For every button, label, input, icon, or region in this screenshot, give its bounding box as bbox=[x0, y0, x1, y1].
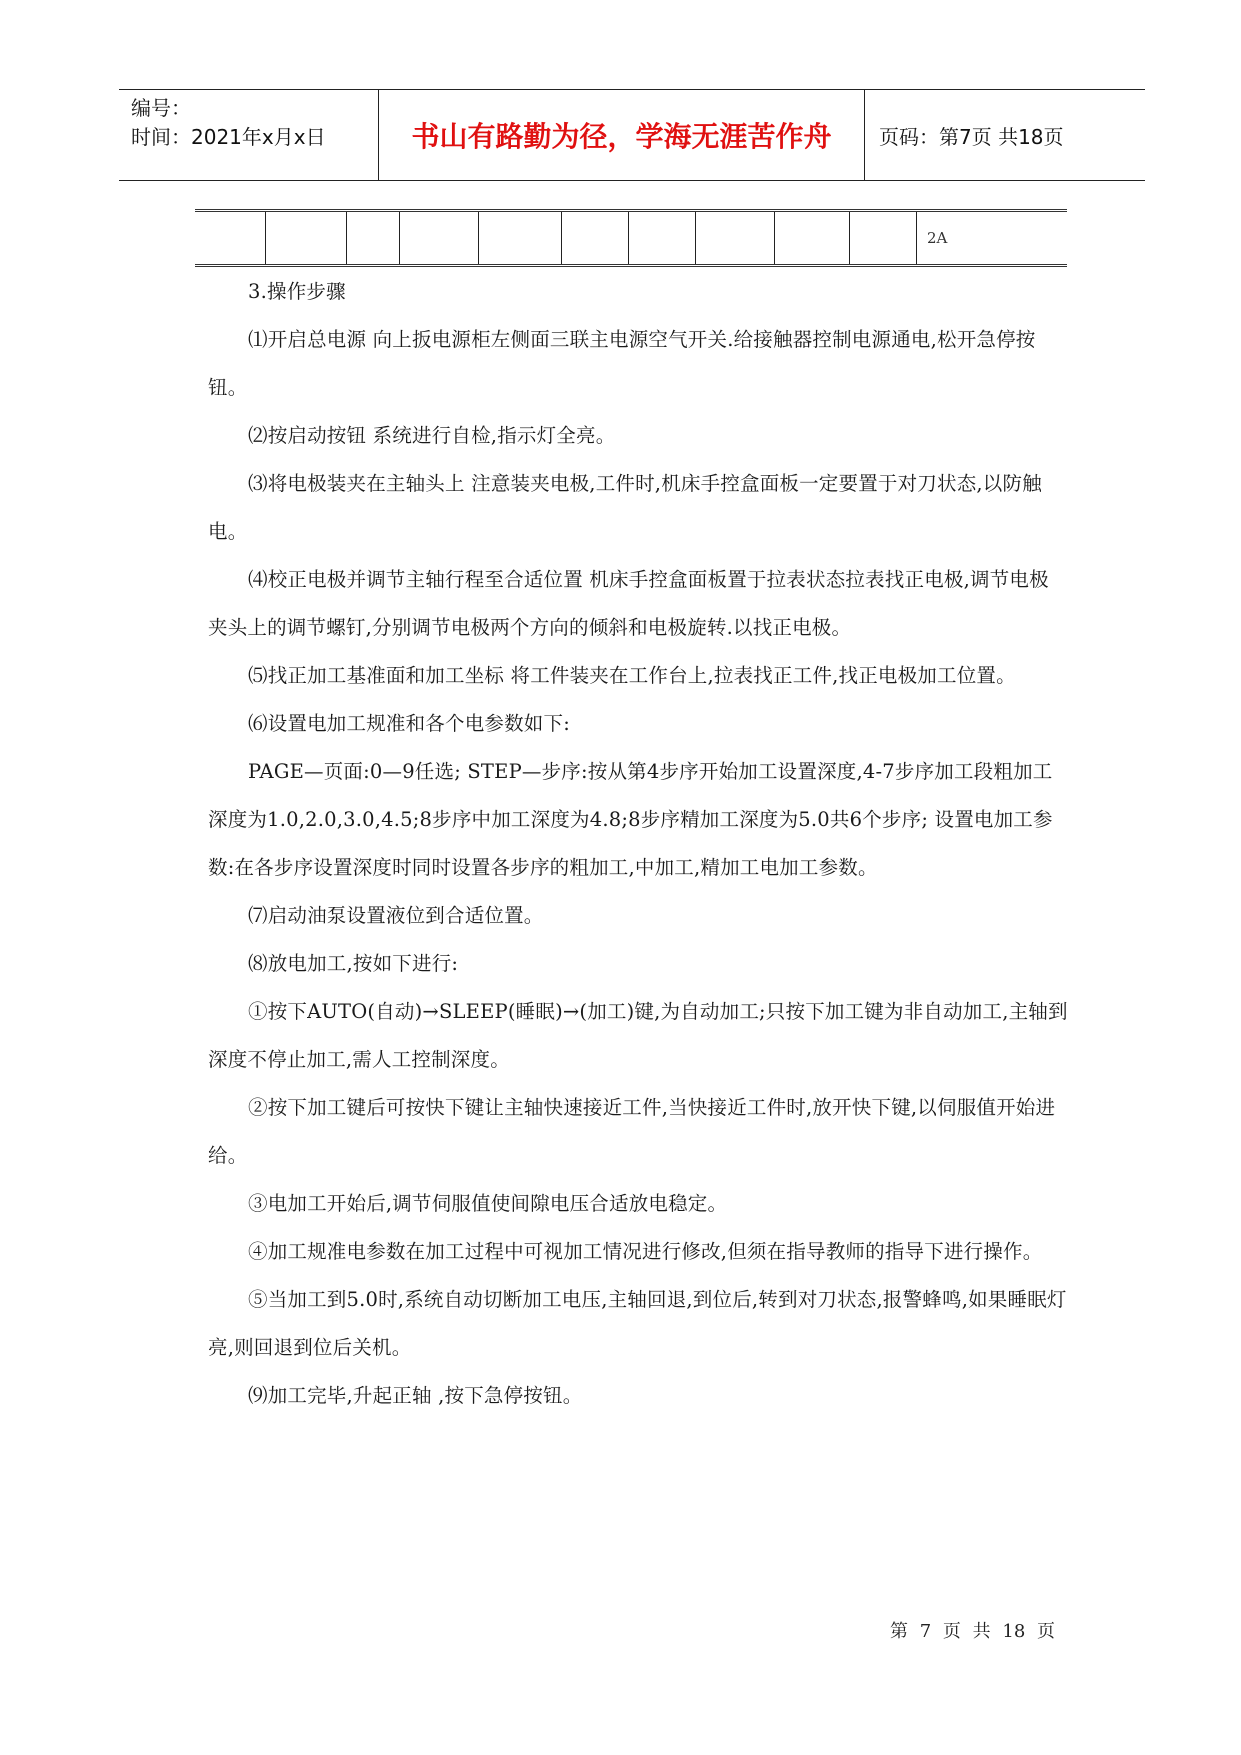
substep-paragraph: ⑤当加工到5.0时,系统自动切断加工电压,主轴回退,到位后,转到对刀状态,报警蜂鸣,如果睡眠灯亮,则回退到位后关机。 bbox=[208, 1288, 1067, 1359]
step-paragraph: ⑵按启动按钮 系统进行自检,指示灯全亮。 bbox=[248, 424, 616, 447]
table-cell bbox=[400, 211, 479, 266]
step-paragraph: ⑼加工完毕,升起正轴 ,按下急停按钮。 bbox=[248, 1384, 583, 1407]
header-motto: 书山有路勤为径，学海无涯苦作舟 bbox=[379, 90, 865, 180]
header-page-info: 页码：第7页 共18页 bbox=[879, 124, 1064, 149]
step-paragraph: ⑸找正加工基准面和加工坐标 将工件装夹在工作台上,拉表找正工件,找正电极加工位置。 bbox=[248, 664, 1016, 687]
table-cell bbox=[347, 211, 400, 266]
header-meta bbox=[119, 90, 379, 180]
document-date: 时间：2021年x月x日 bbox=[131, 125, 326, 149]
substep-paragraph: ②按下加工键后可按快下键让主轴快速接近工件,当快接近工件时,放开快下键,以伺服值开始进给。 bbox=[208, 1096, 1056, 1167]
substep-paragraph: ③电加工开始后,调节伺服值使间隙电压合适放电稳定。 bbox=[248, 1192, 728, 1215]
table-cell bbox=[479, 211, 562, 266]
substep-paragraph: ④加工规准电参数在加工过程中可视加工情况进行修改,但须在指导教师的指导下进行操作。 bbox=[248, 1240, 1043, 1263]
document-body bbox=[208, 268, 1068, 1420]
step-paragraph: ⑹设置电加工规准和各个电参数如下: bbox=[248, 712, 570, 735]
table-cell bbox=[266, 211, 347, 266]
substep-paragraph: ①按下AUTO(自动)→SLEEP(睡眠)→(加工)键,为自动加工;只按下加工键为非自动加工,主轴到深度不停止加工,需人工控制深度。 bbox=[208, 1000, 1068, 1071]
document-number-label: 编号： bbox=[131, 96, 191, 120]
page-footer: 第 7 页 共 18 页 bbox=[890, 1621, 1055, 1642]
table-cell bbox=[195, 211, 266, 266]
step-paragraph: ⑷校正电极并调节主轴行程至合适位置 机床手控盒面板置于拉表状态拉表找正电极,调节电极夹头上的调节螺钉,分别调节电极两个方向的倾斜和电极旋转.以找正电极。 bbox=[208, 568, 1049, 639]
step-paragraph: ⑻放电加工,按如下进行: bbox=[248, 952, 459, 975]
table-cell bbox=[850, 211, 917, 266]
step-paragraph: ⑶将电极装夹在主轴头上 注意装夹电极,工件时,机床手控盒面板一定要置于对刀状态,以防触电。 bbox=[208, 472, 1042, 543]
table-fragment bbox=[195, 209, 1067, 267]
step-paragraph: ⑺启动油泵设置液位到合适位置。 bbox=[248, 904, 544, 927]
table-cell bbox=[775, 211, 850, 266]
page-header bbox=[119, 89, 1145, 181]
step-paragraph: ⑴开启总电源 向上扳电源柜左侧面三联主电源空气开关.给接触器控制电源通电,松开急停按钮。 bbox=[208, 328, 1036, 399]
table-cell bbox=[696, 211, 775, 266]
section-heading: 3.操作步骤 bbox=[248, 280, 346, 303]
table-cell bbox=[629, 211, 696, 266]
table-row bbox=[195, 211, 1067, 266]
table-cell: 2A bbox=[917, 211, 1068, 266]
table-cell bbox=[562, 211, 629, 266]
step-paragraph: PAGE—页面:0—9任选; STEP—步序:按从第4步序开始加工设置深度,4-7步序加工段粗加工深度为1.0,2.0,3.0,4.5;8步序中加工深度为4.8;8步序精加工深度为5.0共6个步序; 设置电加工参数:在各步序设置深度时同时设置各步序的粗加工,中加工,精加工电加工参数。 bbox=[208, 760, 1053, 879]
